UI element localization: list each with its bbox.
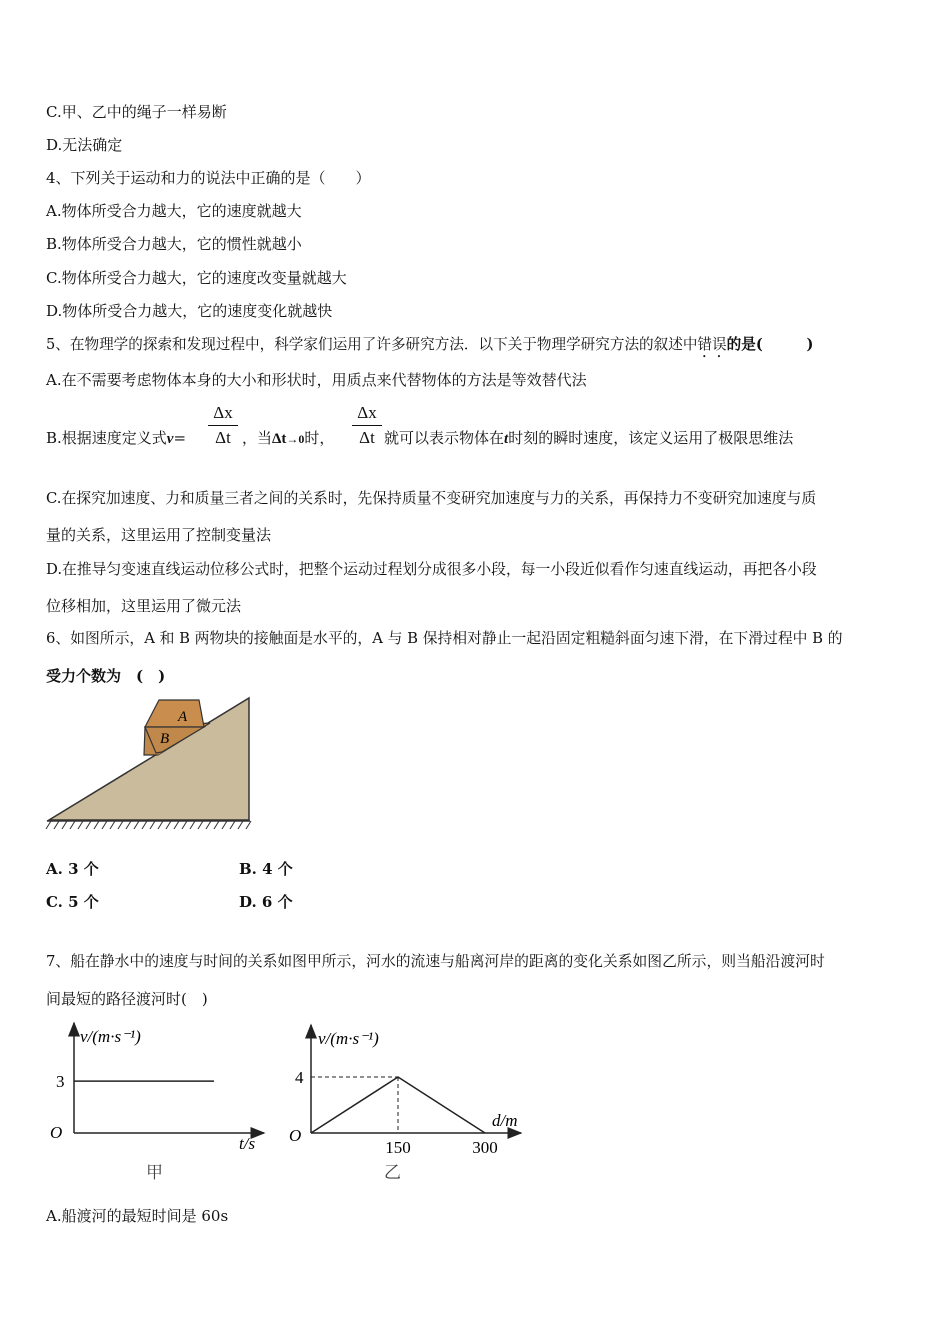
q6-stem-line1: 6、如图所示，A 和 B 两物块的接触面是水平的，A 与 B 保持相对静止一起沿固定粗糙斜面匀速下滑，在下滑过程中 B 的 bbox=[46, 630, 843, 647]
q5-optb-text2: ，当 bbox=[242, 429, 273, 447]
x-axis-label: d/m bbox=[492, 1111, 518, 1130]
q4-stem: 4、下列关于运动和力的说法中正确的是（ ） bbox=[46, 169, 371, 187]
y-tick-label: 3 bbox=[56, 1072, 65, 1092]
q5-optb-v: v bbox=[166, 431, 174, 447]
q5-option-c-line1: C.在探究加速度、力和质量三者之间的关系时，先保持质量不变研究加速度与力的关系，再保持力不变研究加速度与质 bbox=[46, 490, 817, 507]
q5-fraction-2 bbox=[352, 402, 382, 449]
q5-optb-text5: 时刻的瞬时速度，该定义运用了极限思维法 bbox=[508, 429, 794, 447]
block-a-label: A bbox=[178, 709, 188, 725]
chart-jia bbox=[44, 1018, 274, 1188]
q5-optb-eq: = bbox=[173, 429, 187, 447]
q6-option-c: C. 5 个 bbox=[46, 893, 99, 911]
chart-title: 甲 bbox=[146, 1163, 163, 1182]
q5-optb-text3: 时， bbox=[304, 429, 335, 447]
fraction-numerator: Δx bbox=[357, 403, 377, 422]
q4-option-c: C.物体所受合力越大，它的速度改变量就越大 bbox=[46, 269, 347, 287]
q5-option-b-middle bbox=[242, 428, 334, 449]
y-tick-label: 4 bbox=[295, 1068, 304, 1087]
q7-option-a bbox=[46, 1206, 228, 1226]
fraction-bar bbox=[352, 425, 382, 426]
q5-option-c-line2: 量的关系，这里运用了控制变量法 bbox=[46, 526, 272, 544]
q5-optb-dt: Δt bbox=[272, 431, 287, 447]
fraction-denominator: Δt bbox=[359, 428, 375, 447]
origin-label: O bbox=[289, 1126, 302, 1145]
q6-option-a: A. 3 个 bbox=[46, 860, 99, 878]
block-a bbox=[145, 700, 204, 727]
q7-stem-line2 bbox=[46, 989, 208, 1009]
fraction-denominator: Δt bbox=[215, 428, 231, 447]
q4-option-b: B.物体所受合力越大，它的惯性就越小 bbox=[46, 235, 302, 253]
q5-fraction-1 bbox=[208, 402, 238, 449]
q5-optb-text4: 就可以表示物体在 bbox=[384, 429, 505, 447]
y-axis-label: v/(m·s⁻¹) bbox=[80, 1027, 141, 1046]
q5-stem bbox=[46, 335, 813, 361]
q6-stem-line2: 受力个数为 ( ) bbox=[46, 667, 166, 685]
origin-label: O bbox=[50, 1123, 63, 1142]
q5-option-b-prefix bbox=[46, 428, 186, 449]
q4-option-a: A.物体所受合力越大，它的速度就越大 bbox=[46, 202, 302, 220]
ground-hatching bbox=[46, 821, 251, 829]
q5-option-d-line2: 位移相加，这里运用了微元法 bbox=[46, 597, 242, 615]
q7-stem-line1: 7、船在静水中的速度与时间的关系如图甲所示，河水的流速与船离河岸的距离的变化关系如图乙所示，则当船沿渡河时 bbox=[46, 953, 825, 970]
q6-option-b: B. 4 个 bbox=[239, 860, 293, 878]
y-axis-label: v/(m·s⁻¹) bbox=[318, 1029, 379, 1048]
q6-option-d: D. 6 个 bbox=[239, 893, 293, 911]
chart-yi bbox=[286, 1020, 536, 1190]
q5-optb-t: t bbox=[504, 431, 509, 447]
chart-title: 乙 bbox=[384, 1163, 401, 1182]
q5-option-b-suffix bbox=[384, 428, 793, 449]
fraction-bar bbox=[208, 425, 238, 426]
incline-slope bbox=[49, 698, 249, 820]
incline-figure bbox=[44, 696, 258, 832]
q3-option-d: D.无法确定 bbox=[46, 136, 123, 154]
q5-stem-emphasis: 错误 bbox=[697, 336, 727, 353]
q5-option-d-line1: D.在推导匀变速直线运动位移公式时，把整个运动过程划分成很多小段，每一小段近似看作匀速直线运动，再把各小段 bbox=[46, 561, 817, 578]
q3-option-c: C.甲、乙中的绳子一样易断 bbox=[46, 103, 227, 121]
x-tick-label: 150 bbox=[385, 1138, 411, 1157]
q4-option-d: D.物体所受合力越大，它的速度变化就越快 bbox=[46, 302, 333, 320]
q7-stem-line2-text: 间最短的路径渡河时( ) bbox=[46, 990, 208, 1008]
q5-option-a: A.在不需要考虑物体本身的大小和形状时，用质点来代替物体的方法是等效替代法 bbox=[46, 371, 587, 389]
fraction-numerator: Δx bbox=[213, 403, 233, 422]
x-axis-label: t/s bbox=[239, 1134, 256, 1153]
q5-optb-text1: B.根据速度定义式 bbox=[46, 429, 167, 447]
x-tick-label: 300 bbox=[472, 1138, 498, 1157]
q5-stem-part1: 5、在物理学的探索和发现过程中，科学家们运用了许多研究方法．以下关于物理学研究方法的叙述中 bbox=[46, 336, 698, 353]
q5-stem-part2: 的是( ) bbox=[726, 336, 814, 353]
q7-option-a-text: A.船渡河的最短时间是 60s bbox=[46, 1207, 229, 1225]
block-b-label: B bbox=[160, 731, 170, 747]
q5-optb-arrow: →0 bbox=[286, 432, 305, 446]
